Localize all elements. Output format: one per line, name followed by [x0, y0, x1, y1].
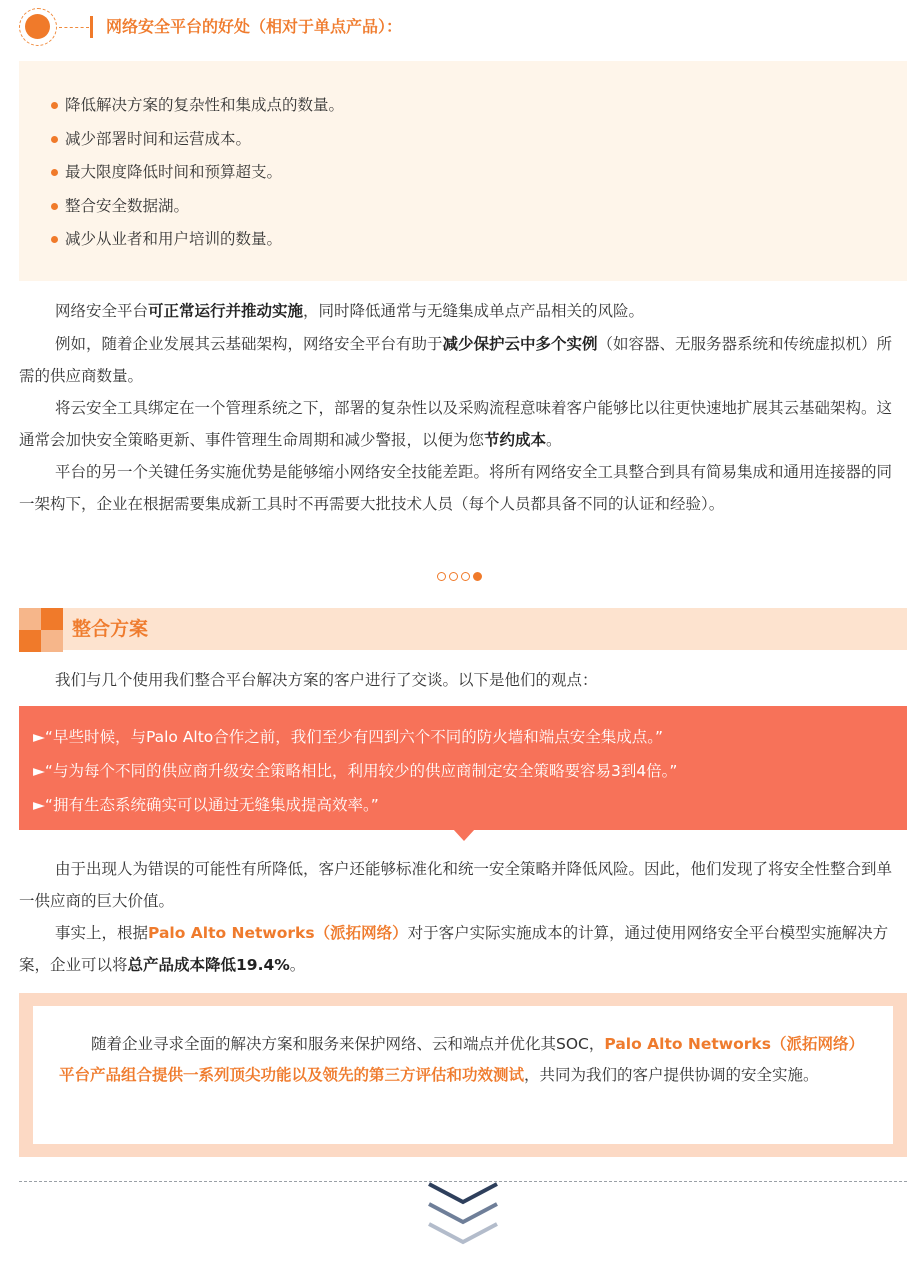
- checker-icon: [19, 630, 41, 652]
- paragraph-2: 例如，随着企业发展其云基础架构，网络安全平台有助于减少保护云中多个实例（如容器、无服务器系统和传统虚拟机）所需的供应商数量。: [19, 335, 893, 385]
- quote-item: ►“早些时候，与Palo Alto合作之前，我们至少有四到六个不同的防火墙和端点安全集成点。”: [33, 728, 664, 746]
- paragraph-1: 网络安全平台可正常运行并推动实施，同时降低通常与无缝集成单点产品相关的风险。: [55, 302, 645, 320]
- checker-icon: [19, 608, 41, 630]
- benefit-item: 降低解决方案的复杂性和集成点的数量。: [51, 89, 907, 123]
- benefit-item: 整合安全数据湖。: [51, 190, 907, 224]
- dot-icon: [437, 572, 446, 581]
- page-title: 网络安全平台的好处（相对于单点产品）：: [106, 17, 403, 36]
- checker-icon: [41, 608, 63, 630]
- chevron-down-icon: [425, 1180, 501, 1260]
- quote-item: ►“与为每个不同的供应商升级安全策略相比，利用较少的供应商制定安全策略要容易3到4倍。”: [33, 762, 678, 780]
- paragraph-5: 由于出现人为错误的可能性有所降低，客户还能够标准化和统一安全策略并降低风险。因此，他们发现了将安全性整合到单一供应商的巨大价值。: [19, 860, 893, 910]
- header-dashed-line: [59, 27, 89, 28]
- pagination-dots: [437, 566, 485, 585]
- quote-list: [19, 706, 907, 822]
- paragraph-3: 将云安全工具绑定在一个管理系统之下，部署的复杂性以及采购流程意味着客户能够比以往更快速地扩展其云基础架构。这通常会加快安全策略更新、事件管理生命周期和减少警报，以便为您节约成本。: [19, 399, 893, 449]
- quote-item: ►“拥有生态系统确实可以通过无缝集成提高效率。”: [33, 796, 379, 814]
- summary-text: 随着企业寻求全面的解决方案和服务来保护网络、云和端点并优化其SOC，Palo Alto Networks（派拓网络）平台产品组合提供一系列顶尖功能以及领先的第三方评估和功效测试，共同为我们的客户提供协调的安全实施。: [59, 1035, 864, 1084]
- benefit-item: 减少部署时间和运营成本。: [51, 123, 907, 157]
- benefits-list: [19, 61, 907, 257]
- paragraph-4: 平台的另一个关键任务实施优势是能够缩小网络安全技能差距。将所有网络安全工具整合到具有简易集成和通用连接器的同一架构下，企业在根据需要集成新工具时不再需要大批技术人员（每个人员都具备不同的认证和经验）。: [19, 463, 893, 513]
- dot-icon: [461, 572, 470, 581]
- dot-active-icon: [473, 572, 482, 581]
- summary-box: [33, 1006, 893, 1144]
- quote-box: [19, 706, 907, 830]
- header-circle-icon: [19, 8, 57, 46]
- checker-icon: [41, 630, 63, 652]
- section-header-bar: [19, 608, 907, 650]
- section-title: 整合方案: [72, 618, 149, 640]
- quote-pointer-icon: [453, 829, 475, 841]
- benefit-item: 减少从业者和用户培训的数量。: [51, 223, 907, 257]
- paragraph-6: 事实上，根据Palo Alto Networks（派拓网络）对于客户实际实施成本的计算，通过使用网络安全平台模型实施解决方案，企业可以将总产品成本降低19.4%。: [19, 924, 889, 974]
- intro-paragraph: 我们与几个使用我们整合平台解决方案的客户进行了交谈。以下是他们的观点：: [55, 671, 598, 689]
- benefit-item: 最大限度降低时间和预算超支。: [51, 156, 907, 190]
- header-accent-bar: [90, 16, 93, 38]
- benefits-panel: [19, 61, 907, 281]
- dot-icon: [449, 572, 458, 581]
